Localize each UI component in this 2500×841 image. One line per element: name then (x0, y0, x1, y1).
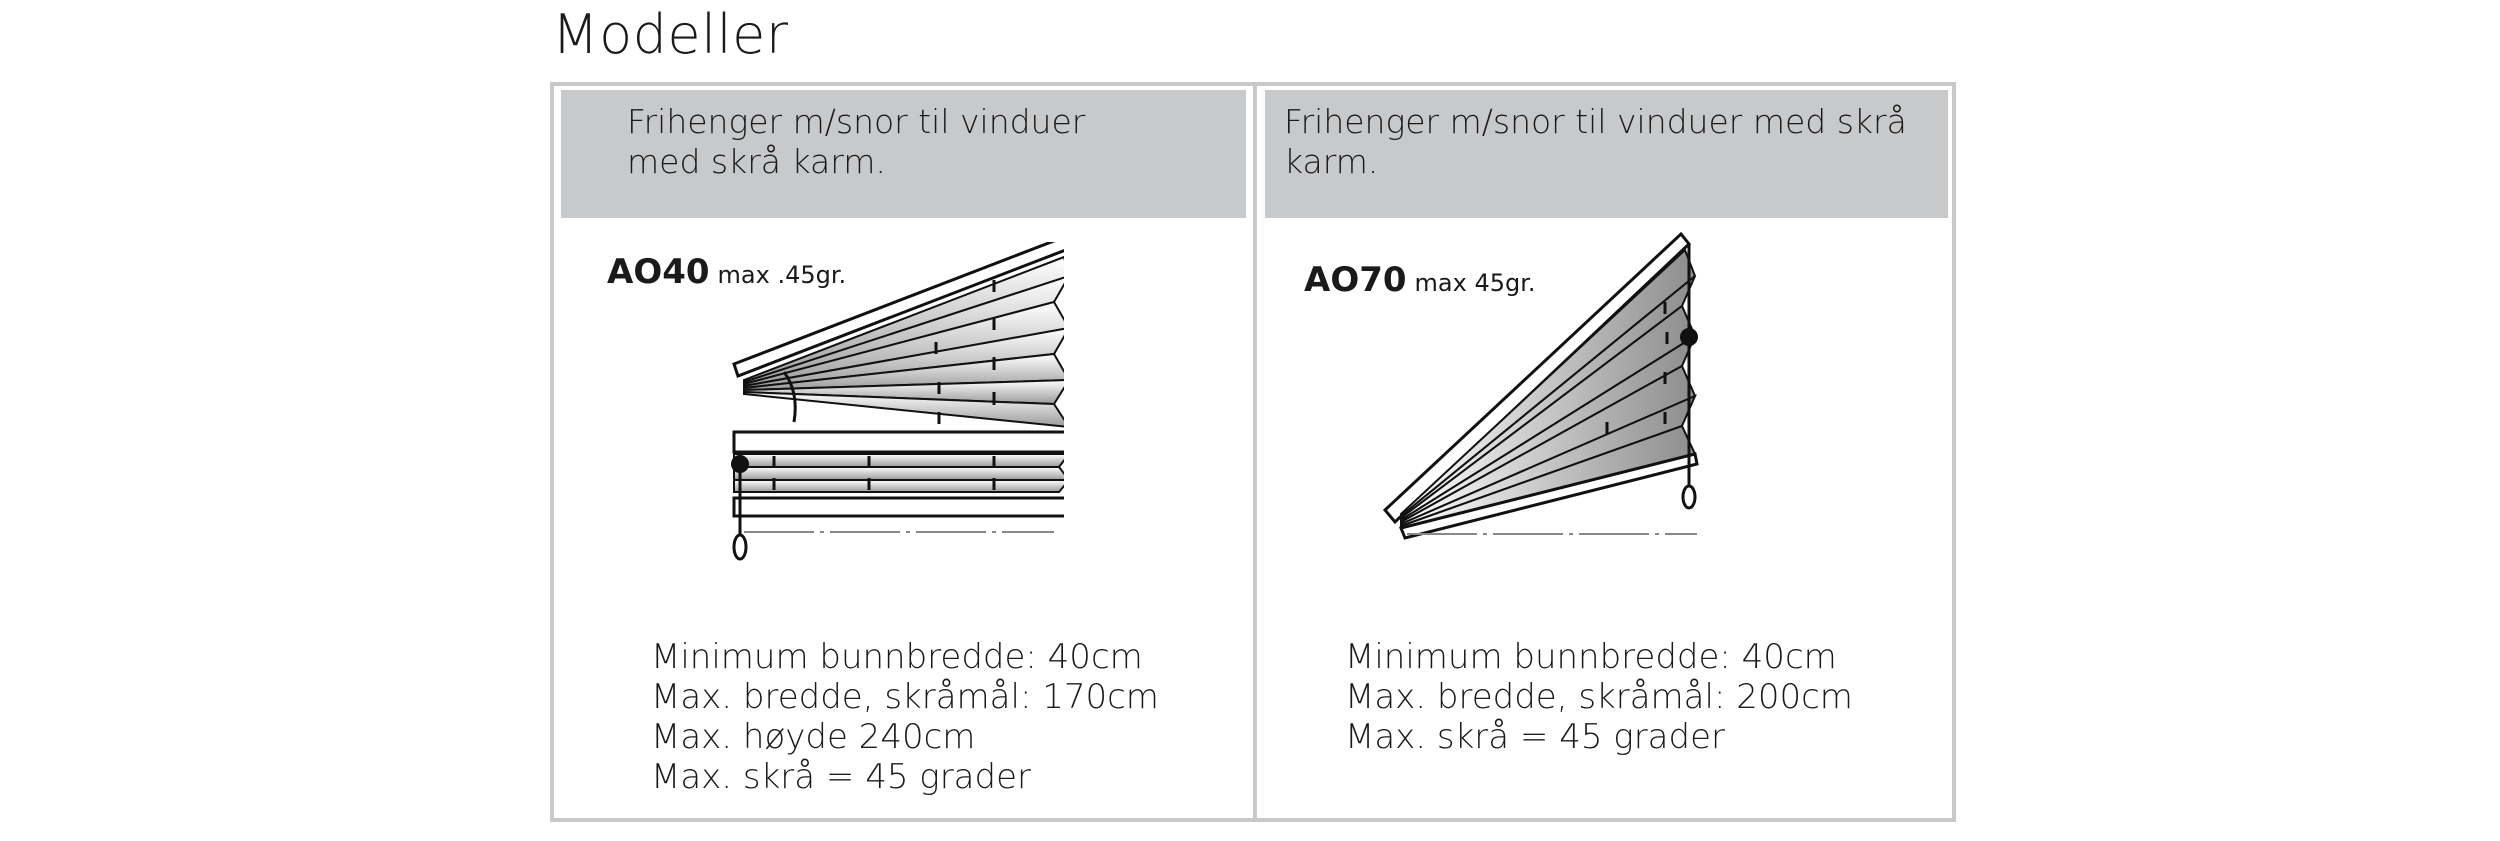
model-specs-list (651, 637, 1159, 797)
model-header-text: Frihenger m/snor til vinduer med skrå karm. (1284, 102, 1907, 181)
model-specs-list (1345, 637, 1853, 757)
spec-item: Max. bredde, skråmål: 170cm (651, 677, 1159, 717)
spec-item: Max. høyde 240cm (651, 717, 976, 757)
model-header-band (1265, 90, 1948, 218)
model-code: AO70 (1304, 260, 1407, 300)
spec-item: Max. skrå = 45 grader (1345, 717, 1725, 757)
spec-item: Minimum bunnbredde: 40cm (1345, 637, 1837, 677)
model-panel-ao70 (1257, 82, 1952, 822)
model-max-angle: max 45gr. (1414, 269, 1536, 297)
model-max-angle: max .45gr. (717, 261, 847, 289)
model-header-band (561, 90, 1246, 218)
model-header-text: Frihenger m/snor til vinduer med skrå karm. (627, 102, 1086, 181)
model-panel-ao40 (554, 82, 1253, 822)
page-title: Modeller (552, 3, 789, 66)
model-code: AO40 (607, 252, 710, 292)
pleated-blind-diagram-ao70 (1377, 232, 1717, 552)
pleated-blind-diagram-ao40 (724, 242, 1064, 632)
spec-item: Minimum bunnbredde: 40cm (651, 637, 1143, 677)
spec-item: Max. bredde, skråmål: 200cm (1345, 677, 1853, 717)
spec-item: Max. skrå = 45 grader (651, 757, 1031, 797)
